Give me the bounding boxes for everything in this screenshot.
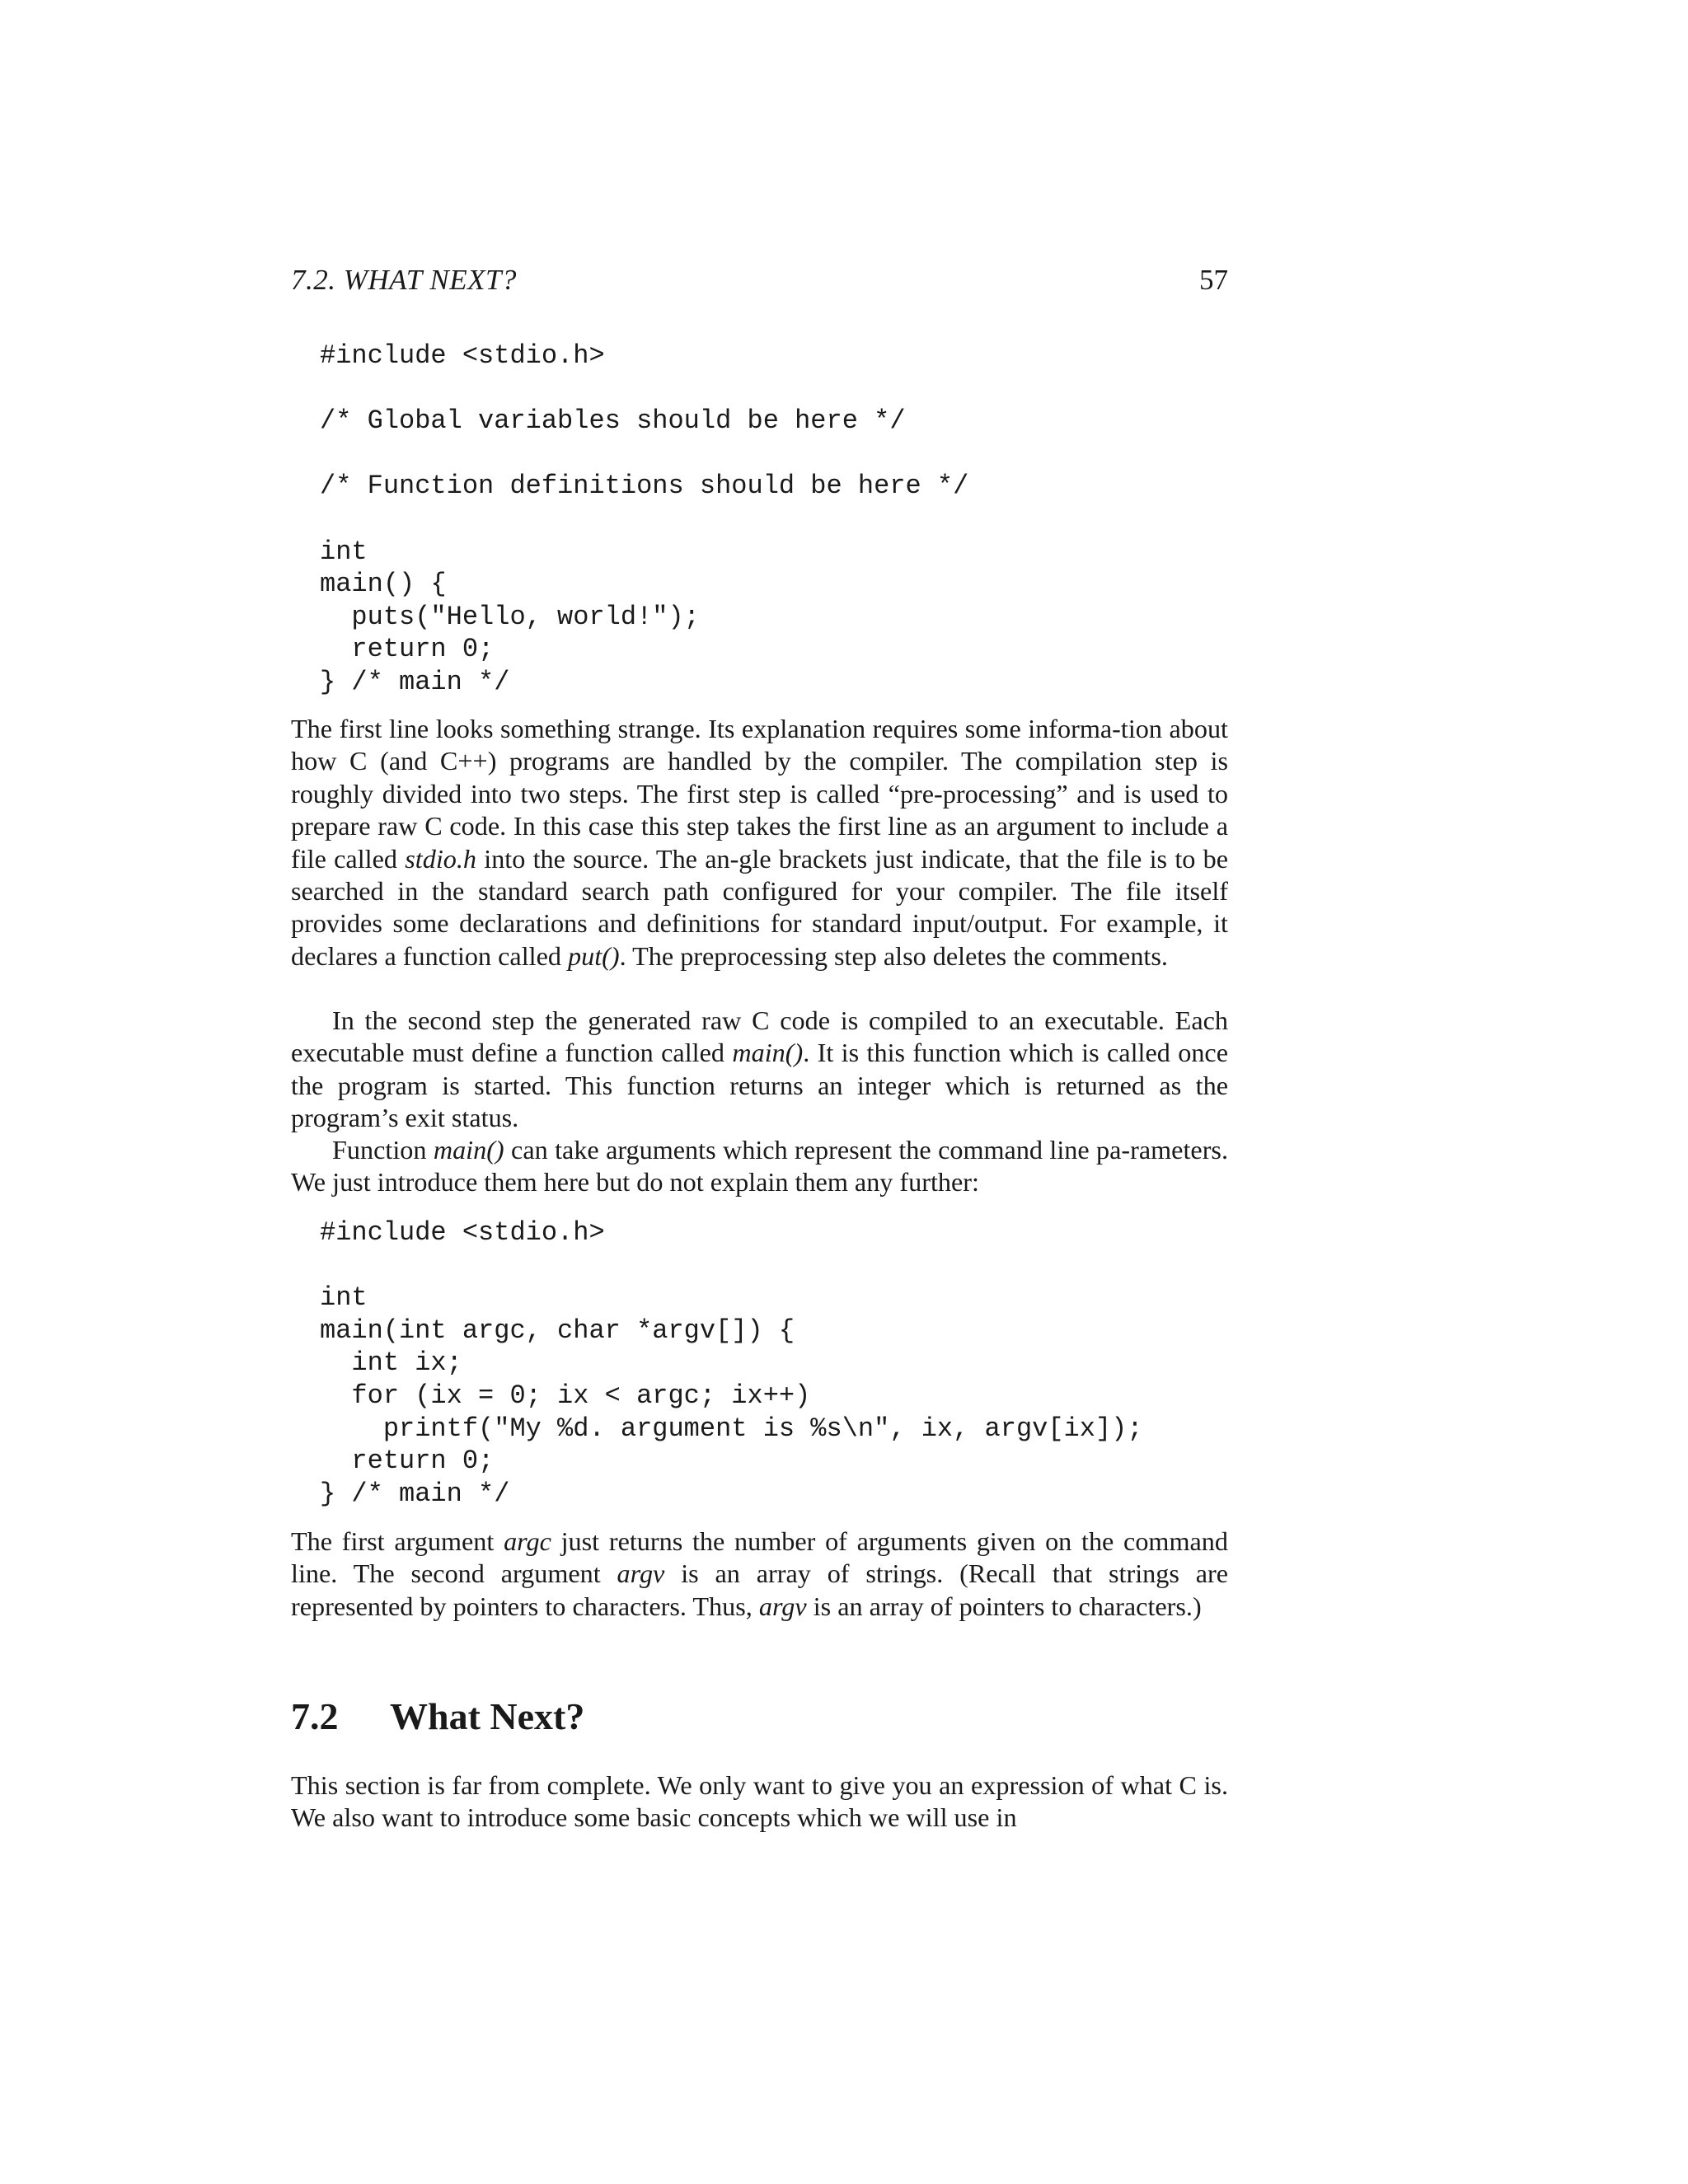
paragraph-text: . The preprocessing step also deletes the comments.: [619, 940, 1168, 971]
paragraph-text: is an array of pointers to characters.): [806, 1591, 1202, 1621]
code-line: int: [320, 536, 368, 567]
body-paragraph-preprocessing: [291, 713, 1228, 972]
code-line: } /* main */: [320, 666, 510, 697]
code-line: puts("Hello, world!");: [320, 601, 700, 632]
running-header-title: 7.2. WHAT NEXT?: [291, 264, 517, 296]
identifier-argc: argc: [504, 1526, 551, 1556]
body-paragraph-main-arguments: [291, 1134, 1228, 1199]
function-name-put: put(): [568, 940, 620, 971]
paragraph-text: Function: [332, 1135, 434, 1165]
code-line: for (ix = 0; ix < argc; ix++): [320, 1380, 811, 1411]
page-number: 57: [1199, 264, 1228, 296]
code-line: [320, 1249, 1143, 1282]
section-number: 7.2: [291, 1695, 339, 1737]
code-line: #include <stdio.h>: [320, 340, 605, 371]
paragraph-text: just returns the number of arguments given on the command line. The second argument: [291, 1526, 1228, 1589]
code-line: return 0;: [320, 634, 495, 665]
code-line: #include <stdio.h>: [320, 1217, 605, 1248]
running-header: [291, 262, 1228, 298]
code-line: printf("My %d. argument is %s\n", ix, argv[ix]);: [320, 1413, 1143, 1444]
code-line: /* Global variables should be here */: [320, 405, 906, 437]
code-line: [320, 503, 968, 536]
code-line: /* Function definitions should be here */: [320, 471, 969, 502]
paragraph-text: The first line looks something strange. Its explanation requires some informa-tion about how C (and C++) programs are handled by the compiler. The compilation step is roughly divided into two steps. The first step is called “pre-processing” and is used to prepare raw C code. In this case this step takes the first line as an argument to include a file called: [291, 714, 1228, 874]
code-line: [320, 373, 968, 405]
code-listing-arguments: [320, 1216, 1143, 1510]
identifier-argv: argv: [758, 1591, 807, 1621]
code-line: main() {: [320, 569, 447, 600]
paragraph-text: The first argument: [291, 1526, 504, 1556]
code-line: main(int argc, char *argv[]) {: [320, 1315, 795, 1346]
paragraph-text: can take arguments which represent the command line pa-rameters. We just introduce them here but do not explain them any further:: [291, 1135, 1228, 1197]
paragraph-text: In the second step the generated raw C code is compiled to an executable. Each executable must define a function called: [291, 1005, 1228, 1068]
body-paragraph-what-next: This section is far from complete. We only want to give you an expression of what C is. We also want to introduce some basic concepts which we will use in: [291, 1770, 1228, 1833]
code-listing-hello-world: [320, 340, 968, 699]
code-line: return 0;: [320, 1446, 495, 1477]
paragraph-text: into the source. The an-gle brackets just indicate, that the file is to be searched in the standard search path configured for your compiler. The file itself provides some declarations and definitions for standard input/output. For example, it declares a function called: [291, 843, 1228, 971]
section-heading: [291, 1692, 584, 1741]
function-name-main: main(): [732, 1038, 804, 1068]
identifier-argv: argv: [617, 1558, 665, 1589]
code-line: } /* main */: [320, 1478, 510, 1509]
book-page: [291, 0, 1228, 2184]
body-paragraph-argc-argv: [291, 1526, 1228, 1623]
section-title: What Next?: [390, 1695, 585, 1737]
code-line: int: [320, 1282, 368, 1314]
paragraph-text: is an array of strings. (Recall that strings are represented by pointers to characters. Thus,: [291, 1558, 1228, 1621]
paragraph-text: . It is this function which is called once the program is started. This function returns an integer which is returned as the program’s exit status.: [291, 1038, 1228, 1133]
body-paragraph-compilation: [291, 1005, 1228, 1135]
code-line: int ix;: [320, 1347, 462, 1379]
file-name-stdio-h: stdio.h: [405, 843, 476, 874]
code-line: [320, 438, 968, 471]
function-name-main: main(): [433, 1135, 504, 1165]
